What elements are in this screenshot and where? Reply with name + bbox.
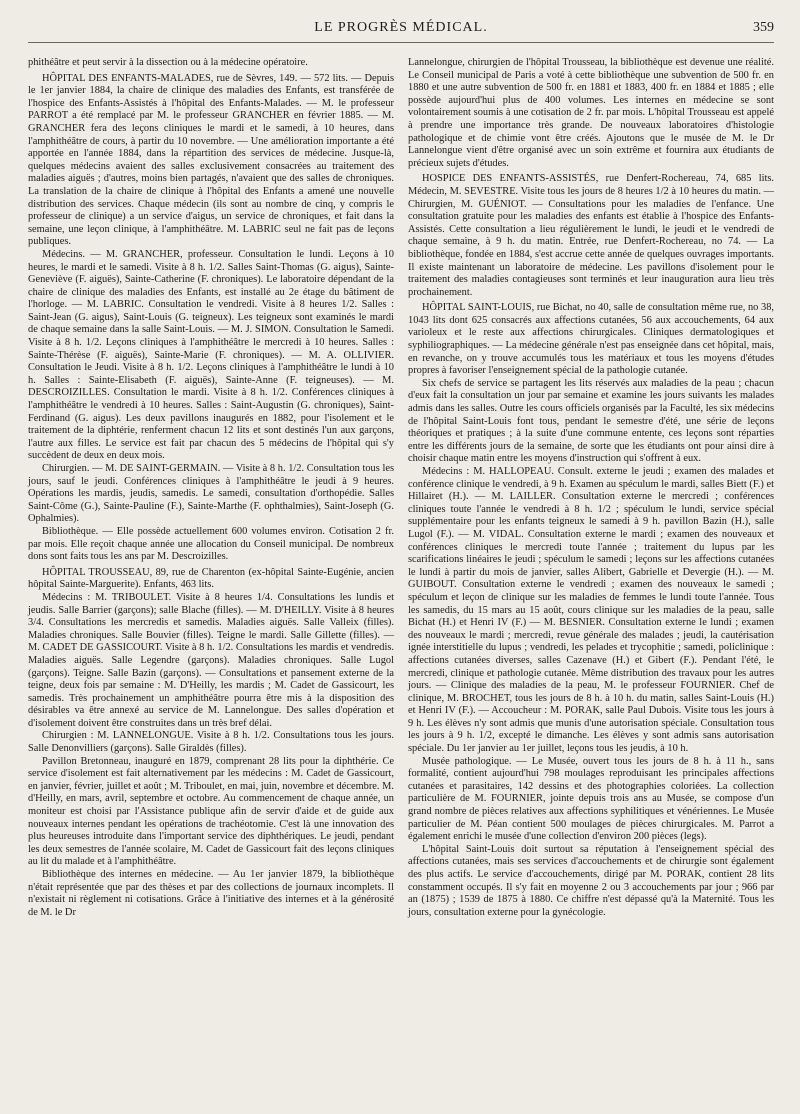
paragraph: Bibliothèque. — Elle possède actuellement 600 volumes environ. Cotisation 2 fr. par mois. Elle reçoit chaque année une allocation du Conseil municipal. De nombreux dons sont faits tous les ans par M. Descroizilles. xyxy=(28,525,394,563)
running-header xyxy=(28,18,774,43)
journal-title: LE PROGRÈS MÉDICAL. xyxy=(314,20,488,35)
paragraph: Médecins : M. HALLOPEAU. Consult. externe le jeudi ; examen des malades et conférence clinique le vendredi, à 9 h. Examen au spéculum le mardi, salles Biett (F.) et Hillairet (H.). — M. LAILLER. Consultation externe le mercredi ; conférences cliniques toute l'année le vendredi à 8 h. 1/2 ; spéculum le lundi, service spécial supplémentaire pour les enfants teigneux le samedi à 9 h. pavillon Bazin (H.), salle Lugol (F.). — M. VIDAL. Consultation externe le mardi ; examen des nouveaux et conférences cliniques le mercredi toute l'année ; traitement du lupus par les scarifications linéaires le jeudi ; spéculum le samedi ; leçons sur les affections cutanées le lundi à partir du mois de janvier, salles Alibert, Gabrielle et Devergie (H.). — M. GUIBOUT. Consultation externe le vendredi ; examen des nouveaux le samedi ; spéculum et leçon de clinique sur les maladies de femmes le lundi toute l'année. Tous les samedis, du 15 mars au 15 août, cours clinique sur les maladies de la peau, salle Bichat (H.) et Henri IV (F.) — M. BESNIER. Consultation externe le lundi ; examen des nouveaux le mardi ; mercredi, revue générale des malades ; jeudi, la cautérisation ignée interstitielle du lupus ; vendredi, les pelades et trycophitie ; samedi, policlinique : affections cutanées diverses, salles Cazenave (H.) et Gibert (F.). Pendant l'été, le mercredi, clinique et pathologie cutanée. Même distribution des travaux pour les autres jours. — Clinique des maladies de la peau, M. le professeur FOURNIER. Chef de clinique, M. BROCHET, tous les jours de 8 h. à 10 h. du matin, salles Saint-Louis (H.) et Henri IV (F.). — Accoucheur : M. PORAK, salle Paul Dubois. Visite tous les jours à 9 h. Les élèves n'y sont admis que munis d'une autorisation spéciale. Consultation tous les jours à 9 h. 1/2, excepté le dimanche. Les élèves y sont admis sans autorisation spéciale. Du 1er janvier au 1er juillet, leçons tous les jeudis, à 10 h. xyxy=(408,466,774,755)
paragraph: HÔPITAL DES ENFANTS-MALADES, rue de Sèvres, 149. — 572 lits. — Depuis le 1er janvier 1884, la chaire de clinique des maladies des Enfants, est transférée de l'hospice des Enfants-Assistés à l'hôpital des Enfants-Malades. — M. le professeur PARROT a été remplacé par M. le professeur GRANCHER en février 1885. — M. GRANCHER fera des leçons cliniques le mardi et le samedi, à 10 heures, dans l'amphithéâtre de cours, à partir du 10 novembre. — Une amélioration importante a été apportée en l'année 1884, dans la répartition des services de médecine. Jusque-là, quelques médecins avaient des salles exclusivement consacrées au traitement des maladies aiguës ; d'autres, moins bien partagés, n'avaient que des salles de chroniques. La translation de la chaire de clinique à l'hôpital des Enfants a amené une nouvelle distribution des services. Chaque médecin (ils sont au nombre de cinq, y compris le professeur de clinique) a un service d'aigus, un service de chroniques, et fait dans la semaine, une leçon clinique, à l'amphithéâtre. M. LABRIC seul ne fait pas de leçons publiques. xyxy=(28,72,394,248)
paragraph: Chirurgien : M. LANNELONGUE. Visite à 8 h. 1/2. Consultations tous les jours. Salle Denonvilliers (garçons). Salle Giraldès (filles). xyxy=(28,730,394,755)
paragraph: Lannelongue, chirurgien de l'hôpital Trousseau, la bibliothèque est devenue une réalité. Le Conseil municipal de Paris a voté à cette bibliothèque une subvention de 500 fr. en 1880 et une autre subvention de 500 fr. en 1881 et 1883, 400 fr. en 1884 et 1885 ; elle possède aujourd'hui plus de 400 volumes. Les internes en médecine se sont volontairement soumis à une cotisation de 2 fr. par mois. L'hôpital Trousseau est appelé à prendre une importance très grande. De nouveaux laboratoires d'histologie pathologique et de chimie vont être créés. Ajoutons que le musée de M. le Dr Lannelongue vient d'être organisé avec un soin extrême et fournira aux étudiants de précieux sujets d'études. xyxy=(408,57,774,169)
paragraph: HOSPICE DES ENFANTS-ASSISTÉS, rue Denfert-Rochereau, 74, 685 lits. Médecin, M. SEVESTRE. Visite tous les jours de 8 heures 1/2 à 10 heures du matin. — Chirurgien, M. GUÉNIOT. — Consultations pour les maladies de l'enfance. Une consultation gratuite pour les maladies des enfants est établie à l'hospice des Enfants-Assistés. Cette consultation a lieu régulièrement le lundi, le jeudi et le vendredi de chaque semaine, à 9 h. du matin. Entrée, rue Denfert-Rochereau, no 74. — La bibliothèque, fondée en 1884, s'est accrue cette année de quelques ouvrages importants. Il existe maintenant un laboratoire de médecine. Les pavillons d'isolement pour le traitement des maladies contagieuses sont terminés et leur inauguration aura lieu très prochainement. xyxy=(408,173,774,298)
paragraph: HÔPITAL TROUSSEAU, 89, rue de Charenton (ex-hôpital Sainte-Eugénie, ancien hôpital Sainte-Marguerite). Enfants, 463 lits. xyxy=(28,566,394,591)
paragraph: Bibliothèque des internes en médecine. — Au 1er janvier 1879, la bibliothèque n'était représentée que par des thèses et par des collections de journaux incomplets. Il n'existait ni règlement ni cotisations. Grâce à l'initiative des internes et à la générosité de M. le Dr xyxy=(28,869,394,918)
paragraph: Médecins : M. TRIBOULET. Visite à 8 heures 1/4. Consultations les lundis et jeudis. Salle Barrier (garçons); salle Blache (filles). — M. D'HEILLY. Visite à 8 heures 3/4. Consultations les mercredis et samedis. Maladies aiguës. Salle Valleix (filles). Maladies chroniques. Salle Bouvier (filles). Teigne le mardi. Salle Gillette (filles). — M. CADET DE GASSICOURT. Visite à 8 h. 1/2. Consultations les mardis et vendredis. Maladies aiguës. Salle Legendre (garçons). Maladies chroniques. Salle Lugol (garçons). Teigne. Salle Bazin (garçons). — Consultations et pansement externe de la teigne, deux fois par semaine : M. D'Heilly, les mardis ; M. Cadet de Gassicourt, les samedis. Très prochainement un amphithéâtre pourra être mis à la disposition des désirables va être annexé au service de M. Lannelongue. Des salles d'opération et d'isolement doivent être construites dans un très bref délai. xyxy=(28,591,394,729)
paragraph: L'hôpital Saint-Louis doit surtout sa réputation à l'enseignement spécial des affections cutanées, mais ses services d'accouchements et de chirurgie sont également des plus actifs. Le service d'accouchements, dirigé par M. PORAK, contient 28 lits constamment occupés. Il s'y fait en moyenne 2 ou 3 accouchements par jour ; 966 par an (1875) ; 1539 de 1875 à 1880. Ce chiffre n'est dépassé qu'à la Maternité. Tous les jours, consultation externe pour la gynécologie. xyxy=(408,843,774,918)
page-number: 359 xyxy=(753,20,774,35)
left-column xyxy=(28,57,394,919)
paragraph: Médecins. — M. GRANCHER, professeur. Consultation le lundi. Leçons à 10 heures, le mardi et le samedi. Visite à 8 h. 1/2. Salles Saint-Thomas (G. aigus), Sainte-Geneviève (F. aiguës), Sainte-Catherine (F. chroniques). Le laboratoire dépendant de la chaire de clinique des maladies des Enfants, est installé au 2e étage du bâtiment de l'horloge. — M. LABRIC. Consultation le vendredi. Visite à 8 heures 1/2. Salles : Saint-Jean (G. aigus), Saint-Louis (G. teigneux). Les teigneux sont examinés le mardi de chaque semaine dans la salle Saint-Louis. — M. J. SIMON. Consultation le Samedi. Visite à 8 h. 1/2. Leçons cliniques à l'amphithéâtre le mercredi à 10 heures. Salles : Sainte-Thérèse (F. aiguës), Sainte-Marie (F. chroniques). — M. A. OLLIVIER. Consultation le Jeudi. Visite à 8 h. 1/2. Leçons cliniques à l'amphithéâtre le lundi à 10 h. Salles : Sainte-Elisabeth (F. aiguës), Sainte-Anne (F. teigneuses). — M. DESCROIZILLES. Consultation le mardi. Visite à 8 h. 1/2. Conférences cliniques à l'amphithéâtre le vendredi à 10 heures. Salles : Saint-Augustin (G. chroniques), Saint-Ferdinand (G. aigus). Les deux pavillons inaugurés en 1882, pour l'isolement et le traitement de la diphtérie, renferment chacun 12 lits et sont destinés l'un aux garçons, l'autre aux filles. Le service est fait par chacun des 5 médecins de l'hôpital qui s'y succèdent de deux en deux mois. xyxy=(28,248,394,462)
paragraph: Musée pathologique. — Le Musée, ouvert tous les jours de 8 h. à 11 h., sans formalité, contient aujourd'hui 798 moulages reproduisant les principales affections cutanées et parasitaires, 142 dessins et des photographies coloriées. La collection particulière de M. FOURNIER, jointe depuis trois ans au Musée, se compose d'un grand nombre de pièces relatives aux affections syphilitiques et vénériennes. Le Musée particulier de M. Péan contient 500 moulages de pièces chirurgicales. M. Parrot a également enrichi le musée d'une collection d'environ 200 pièces (legs). xyxy=(408,755,774,843)
paragraph: Pavillon Bretonneau, inauguré en 1879, comprenant 28 lits pour la diphthérie. Ce service d'isolement est fait alternativement par les médecins : M. Cadet de Gassicourt, en janvier, février, juillet et août ; M. Triboulet, en mai, juin, novembre et décembre. M. d'Heilly, en mars, avril, septembre et octobre. Au commencement de chaque année, un moniteur est choisi par l'Assistance publique afin de servir d'aide et de guide aux nouveaux internes pendant les opérations de trachéotomie. C'est là une innovation des plus heureuses introduite dans l'important service des diphthériques. Le jeudi, pendant les deux semestres de l'année scolaire, M. Cadet de Gassicourt fait des leçons cliniques au lit du malade et à l'amphithéâtre. xyxy=(28,755,394,868)
paragraph: HÔPITAL SAINT-LOUIS, rue Bichat, no 40, salle de consultation même rue, no 38, 1043 lits dont 625 consacrés aux affections cutanées, 56 aux accouchements, 64 aux varioleux et le reste aux affections chirurgicales. Cliniques dermatologiques et syphiliographiques. — La médecine générale n'est pas enseignée dans cet hôpital, mais, en revanche, on y trouve accumulés tous les matériaux et tous les moyens d'études propres à favoriser l'enseignement spécial de la pathologie cutanée. xyxy=(408,302,774,377)
right-column xyxy=(408,57,774,919)
text-columns xyxy=(28,57,774,919)
paragraph: Chirurgien. — M. DE SAINT-GERMAIN. — Visite à 8 h. 1/2. Consultation tous les jours, sauf le jeudi. Conférences cliniques à l'amphithéâtre le jeudi à 9 heures. Opérations les mardis, jeudis, samedis. Le samedi, consultation d'orthopédie. Salles Saint-Côme (G.), Sainte-Pauline (F.), Sainte-Marthe (F. ophthalmies), Saint-Joseph (G. Ophalmies). xyxy=(28,463,394,525)
paragraph: phithéâtre et peut servir à la dissection ou à la médecine opératoire. xyxy=(28,57,308,68)
paragraph: Six chefs de service se partagent les lits réservés aux maladies de la peau ; chacun d'eux fait la consultation un jour par semaine et examine les jours suivants les malades admis dans les salles. Outre les cours officiels organisés par la Faculté, les six médecins de l'hôpital Saint-Louis font tous, pendant le semestre d'été, une série de leçons théoriques et pratiques ; à la suite d'une commune entente, ces leçons sont réparties entre les différents jours de la semaine, de sorte que les étudiants ont pour ainsi dire à choisir chaque matin entre les moyens d'instruction qui s'offrent à eux. xyxy=(408,377,774,465)
